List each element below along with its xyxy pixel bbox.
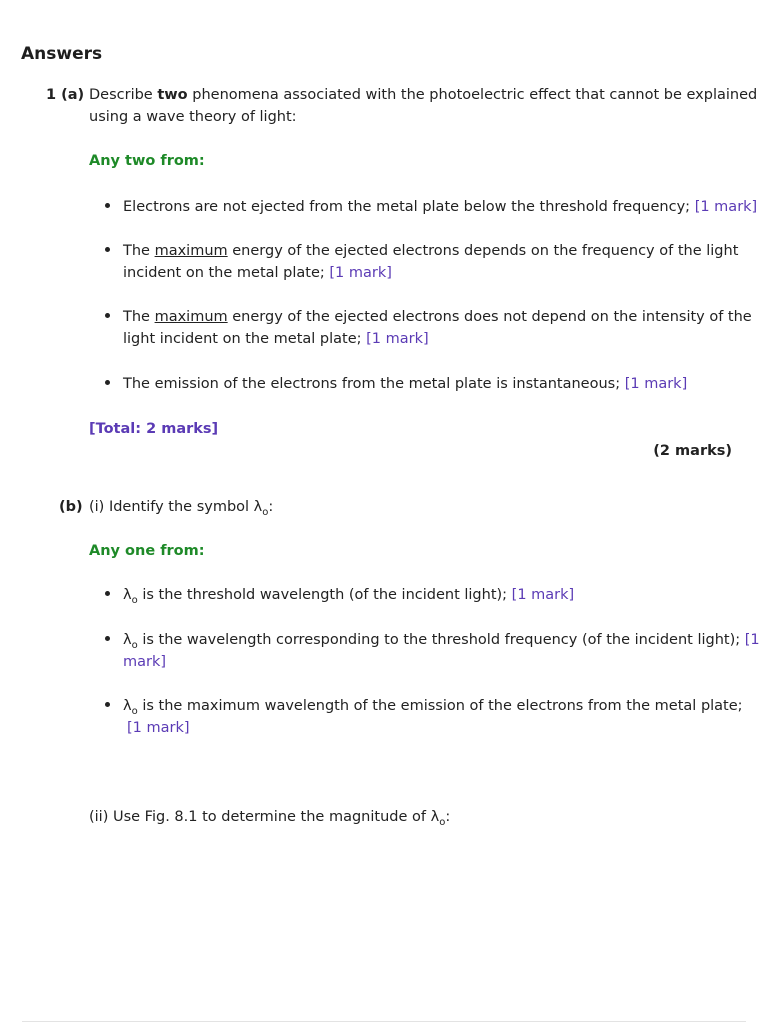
subscript: o bbox=[262, 506, 269, 518]
answer-1b-bullet-2-line2: mark] bbox=[123, 654, 167, 670]
answer-1a-bullet-2-line1 bbox=[123, 240, 738, 262]
question-text-pre: Describe bbox=[89, 87, 158, 103]
answer-1b-bullet-3-line2: [1 mark] bbox=[127, 720, 190, 736]
answer-1a-bullet-4 bbox=[123, 373, 687, 395]
bullet-dot bbox=[105, 313, 110, 318]
answer-1a-bullet-3-line1 bbox=[123, 306, 752, 328]
mark-label: [1 mark] bbox=[624, 376, 688, 392]
question-1a-line1 bbox=[89, 84, 757, 106]
answer-1b-bullet-2-line1 bbox=[123, 629, 760, 657]
question-part-label: (b) bbox=[59, 499, 83, 515]
any-one-label: Any one from: bbox=[89, 543, 205, 559]
mark-label: [1 mark] bbox=[329, 265, 392, 281]
subscript: o bbox=[131, 639, 138, 651]
mark-label: [1 bbox=[744, 632, 760, 648]
bullet-dot bbox=[105, 247, 110, 252]
marks-summary: (2 marks) bbox=[653, 443, 732, 459]
question-text: (i) Identify the symbol λ bbox=[89, 499, 263, 515]
answer-text: energy of the ejected electrons depends on the frequency of the light bbox=[227, 243, 739, 259]
question-1a-line2: using a wave theory of light: bbox=[89, 109, 297, 125]
mark-label: [1 mark] bbox=[366, 331, 429, 347]
question-text-bold: two bbox=[157, 87, 188, 103]
answer-text: The emission of the electrons from the metal plate is instantaneous; bbox=[123, 376, 625, 392]
answer-text: incident on the metal plate; bbox=[123, 265, 330, 281]
answer-1a-bullet-2-line2 bbox=[123, 262, 392, 284]
answer-text: is the wavelength corresponding to the threshold frequency (of the incident light); bbox=[137, 632, 745, 648]
subscript: o bbox=[131, 594, 138, 606]
answer-text: is the threshold wavelength (of the incident light); bbox=[137, 587, 512, 603]
answer-text: Electrons are not ejected from the metal plate below the threshold frequency; bbox=[123, 199, 695, 215]
answer-text: energy of the ejected electrons does not depend on the intensity of the bbox=[227, 309, 752, 325]
mark-label: [1 mark] bbox=[694, 199, 758, 215]
bullet-dot bbox=[105, 203, 110, 208]
bullet-dot bbox=[105, 636, 110, 641]
answer-1a-bullet-1 bbox=[123, 196, 757, 218]
question-text-post: phenomena associated with the photoelectric effect that cannot be explained bbox=[187, 87, 758, 103]
answer-text: The bbox=[123, 243, 155, 259]
bullet-dot bbox=[105, 702, 110, 707]
question-text: (ii) Use Fig. 8.1 to determine the magnitude of λ bbox=[89, 809, 440, 825]
answer-text: is the maximum wavelength of the emission of the electrons from the metal plate; bbox=[137, 698, 743, 714]
answer-text: light incident on the metal plate; bbox=[123, 331, 367, 347]
page-heading: Answers bbox=[21, 44, 103, 64]
underlined-word: maximum bbox=[154, 243, 228, 259]
answer-1b-bullet-3-line1 bbox=[123, 695, 743, 723]
question-1b-i bbox=[89, 496, 273, 524]
answer-1b-bullet-1 bbox=[123, 584, 574, 612]
subscript: o bbox=[131, 705, 138, 717]
any-two-label: Any two from: bbox=[89, 153, 205, 169]
mark-label: [1 mark] bbox=[511, 587, 575, 603]
answer-1a-bullet-3-line2 bbox=[123, 328, 429, 350]
underlined-word: maximum bbox=[154, 309, 228, 325]
total-marks: [Total: 2 marks] bbox=[89, 421, 219, 437]
colon: : bbox=[445, 809, 451, 825]
lambda-symbol: λ bbox=[123, 698, 132, 714]
lambda-symbol: λ bbox=[123, 632, 132, 648]
bullet-dot bbox=[105, 591, 110, 596]
bullet-dot bbox=[105, 380, 110, 385]
lambda-symbol: λ bbox=[123, 587, 132, 603]
colon: : bbox=[268, 499, 274, 515]
answer-text: The bbox=[123, 309, 155, 325]
question-1b-ii bbox=[89, 806, 450, 834]
subscript: o bbox=[439, 816, 446, 828]
question-number: 1 (a) bbox=[46, 87, 85, 103]
page-divider bbox=[22, 1021, 746, 1022]
